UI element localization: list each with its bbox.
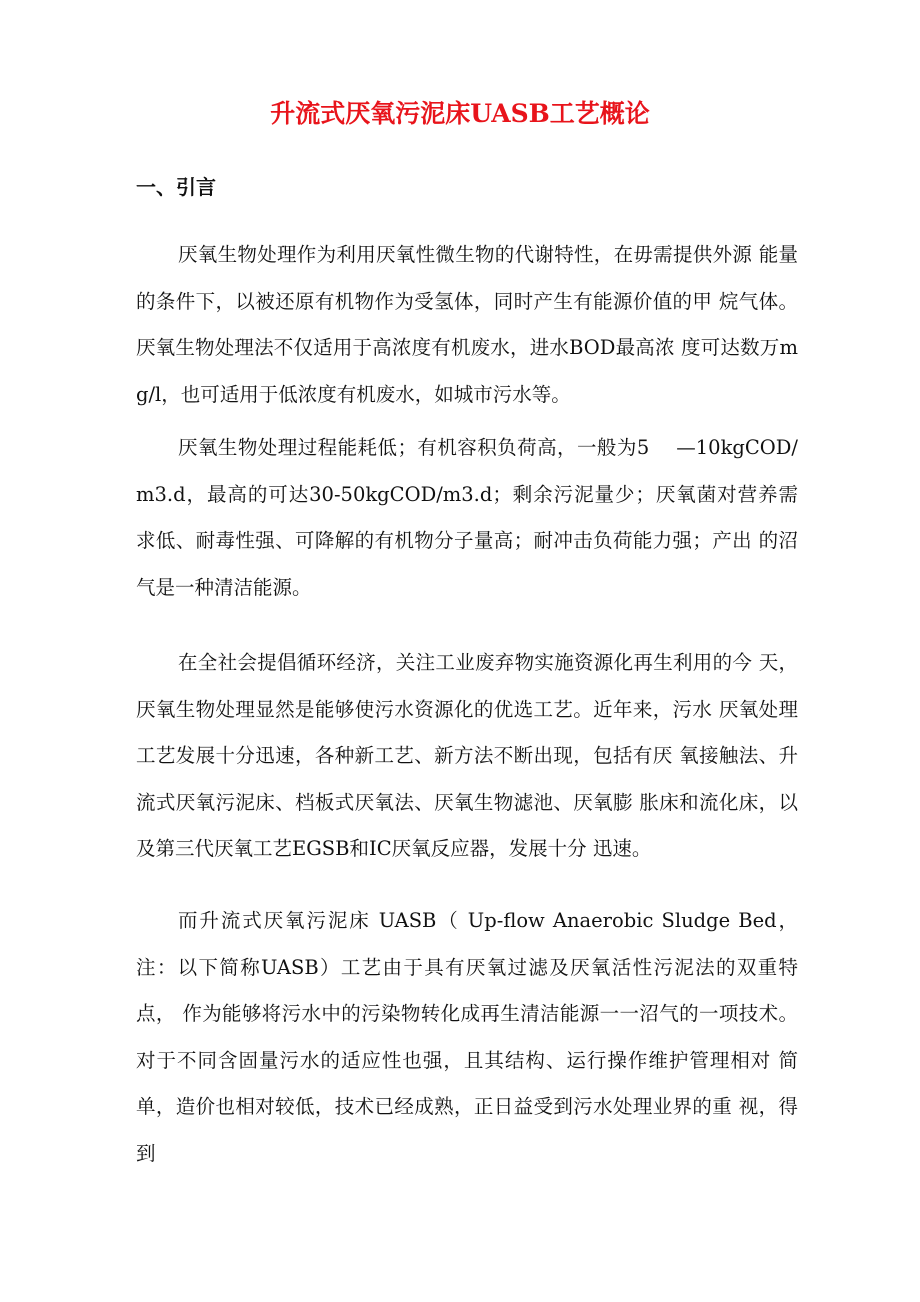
paragraph-3: 在全社会提倡循环经济，关注工业废弃物实施资源化再生利用的今 天，厌氧生物处理显然是能够使污水资源化的优选工艺。近年来，污水 厌氧处理工艺发展十分迅速，各种新工艺、新方法不断出现，包括有厌 氧接触法、升流式厌氧污泥床、档板式厌氧法、厌氧生物滤池、厌氧膨 胀床和流化床，以及第三代厌氧工艺EGSB和IC厌氧反应器，发展十分 迅速。 [136,651,798,861]
paragraph-2: 厌氧生物处理过程能耗低；有机容积负荷高，一般为5 —10kgCOD/m3.d，最高的可达30-50kgCOD/m3.d；剩余污泥量少；厌氧菌对营养需 求低、耐毒性强、可降解的有机物分子量高；耐冲击负荷能力强；产出 的沼气是一种清洁能源。 [136,436,798,599]
paragraph-1: 厌氧生物处理作为利用厌氧性微生物的代谢特性，在毋需提供外源 能量的条件下，以被还原有机物作为受氢体，同时产生有能源价值的甲 烷气体。厌氧生物处理法不仅适用于高浓度有机废水，进水BOD最高浓 度可达数万mg/l，也可适用于低浓度有机废水，如城市污水等。 [136,243,798,406]
section-heading: 一、引言 [136,175,216,199]
document-title: 升流式厌氧污泥床UASB工艺概论 [270,99,650,128]
paragraph-4: 而升流式厌氧污泥床 UASB（ Up-flow Anaerobic Sludge Bed，注：以下简称UASB）工艺由于具有厌氧过滤及厌氧活性污泥法的双重特点， 作为能够将污水中的污染物转化成再生清洁能源一一沼气的一项技术。对于不同含固量污水的适应性也强，且其结构、运行操作维护管理相对 简单，造价也相对较低，技术已经成熟，正日益受到污水处理业界的重 视，得到 [136,909,798,1165]
